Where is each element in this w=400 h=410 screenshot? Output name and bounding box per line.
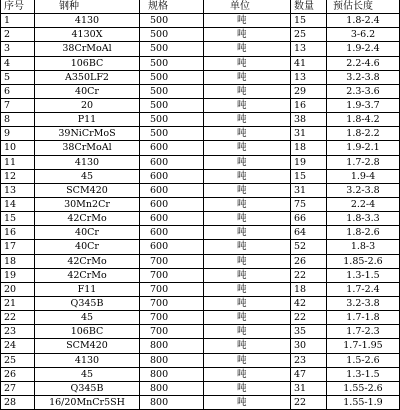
- cell-unit: 吨: [204, 268, 291, 282]
- cell-length: 3-6.2: [327, 28, 400, 42]
- cell-unit: 吨: [204, 367, 291, 381]
- cell-no: 6: [1, 84, 35, 98]
- cell-grade: 40Cr: [35, 240, 140, 254]
- cell-no: 26: [1, 367, 35, 381]
- cell-qty: 18: [291, 282, 327, 296]
- table-row: [1, 381, 400, 395]
- cell-qty: 47: [291, 367, 327, 381]
- table-row: [1, 282, 400, 296]
- cell-length: 1.9-3.7: [327, 98, 400, 112]
- header-row: [1, 0, 400, 14]
- cell-no: 13: [1, 183, 35, 197]
- cell-no: 4: [1, 56, 35, 70]
- cell-grade: 39NiCrMoS: [35, 127, 140, 141]
- cell-no: 23: [1, 325, 35, 339]
- cell-unit: 吨: [204, 395, 291, 409]
- cell-spec: 500: [140, 42, 204, 56]
- cell-unit: 吨: [204, 254, 291, 268]
- cell-grade: 106BC: [35, 56, 140, 70]
- table-row: [1, 183, 400, 197]
- table-row: [1, 197, 400, 211]
- cell-spec: 600: [140, 141, 204, 155]
- cell-grade: 40Cr: [35, 226, 140, 240]
- cell-unit: 吨: [204, 339, 291, 353]
- cell-length: 3.2-3.8: [327, 183, 400, 197]
- cell-spec: 600: [140, 183, 204, 197]
- table-row: [1, 240, 400, 254]
- cell-spec: 500: [140, 84, 204, 98]
- cell-no: 25: [1, 353, 35, 367]
- cell-grade: 45: [35, 367, 140, 381]
- cell-grade: F11: [35, 282, 140, 296]
- cell-unit: 吨: [204, 197, 291, 211]
- cell-length: 1.8-2.4: [327, 14, 400, 28]
- cell-length: 1.7-2.4: [327, 282, 400, 296]
- cell-unit: 吨: [204, 98, 291, 112]
- cell-unit: 吨: [204, 155, 291, 169]
- table-row: [1, 254, 400, 268]
- cell-grade: 30Mn2Cr: [35, 197, 140, 211]
- cell-spec: 500: [140, 127, 204, 141]
- cell-length: 1.3-1.5: [327, 268, 400, 282]
- cell-spec: 800: [140, 367, 204, 381]
- cell-grade: 4130: [35, 353, 140, 367]
- cell-spec: 800: [140, 381, 204, 395]
- cell-length: 1.9-2.4: [327, 42, 400, 56]
- cell-length: 1.5-2.6: [327, 353, 400, 367]
- cell-qty: 22: [291, 395, 327, 409]
- cell-length: 2.2-4: [327, 197, 400, 211]
- cell-spec: 700: [140, 282, 204, 296]
- cell-spec: 600: [140, 240, 204, 254]
- cell-no: 22: [1, 311, 35, 325]
- cell-no: 19: [1, 268, 35, 282]
- cell-qty: 22: [291, 268, 327, 282]
- cell-qty: 25: [291, 28, 327, 42]
- cell-grade: 42CrMo: [35, 268, 140, 282]
- cell-grade: SCM420: [35, 183, 140, 197]
- cell-unit: 吨: [204, 42, 291, 56]
- cell-no: 1: [1, 14, 35, 28]
- cell-qty: 13: [291, 70, 327, 84]
- cell-unit: 吨: [204, 169, 291, 183]
- cell-spec: 800: [140, 353, 204, 367]
- cell-grade: 45: [35, 169, 140, 183]
- cell-spec: 700: [140, 254, 204, 268]
- cell-length: 1.55-2.6: [327, 381, 400, 395]
- cell-spec: 700: [140, 268, 204, 282]
- cell-grade: 42CrMo: [35, 212, 140, 226]
- table-row: [1, 98, 400, 112]
- table-row: [1, 28, 400, 42]
- cell-spec: 500: [140, 14, 204, 28]
- header-spec: 规格: [140, 0, 204, 14]
- table-row: [1, 353, 400, 367]
- header-length: 预估长度: [327, 0, 400, 14]
- cell-spec: 600: [140, 169, 204, 183]
- cell-length: 1.85-2.6: [327, 254, 400, 268]
- cell-qty: 18: [291, 141, 327, 155]
- table-row: [1, 296, 400, 310]
- cell-spec: 600: [140, 212, 204, 226]
- cell-qty: 31: [291, 183, 327, 197]
- table-row: [1, 70, 400, 84]
- cell-no: 15: [1, 212, 35, 226]
- cell-length: 1.7-2.8: [327, 155, 400, 169]
- cell-spec: 800: [140, 339, 204, 353]
- cell-grade: Q345B: [35, 381, 140, 395]
- cell-unit: 吨: [204, 212, 291, 226]
- table-row: [1, 84, 400, 98]
- cell-spec: 600: [140, 155, 204, 169]
- cell-unit: 吨: [204, 282, 291, 296]
- cell-length: 1.9-2.1: [327, 141, 400, 155]
- cell-unit: 吨: [204, 56, 291, 70]
- table-row: [1, 212, 400, 226]
- cell-length: 2.2-4.6: [327, 56, 400, 70]
- cell-unit: 吨: [204, 70, 291, 84]
- cell-qty: 15: [291, 14, 327, 28]
- cell-qty: 30: [291, 339, 327, 353]
- cell-qty: 31: [291, 381, 327, 395]
- cell-spec: 600: [140, 226, 204, 240]
- table-row: [1, 113, 400, 127]
- cell-no: 3: [1, 42, 35, 56]
- cell-unit: 吨: [204, 311, 291, 325]
- cell-spec: 700: [140, 325, 204, 339]
- cell-grade: 106BC: [35, 325, 140, 339]
- cell-no: 10: [1, 141, 35, 155]
- cell-no: 11: [1, 155, 35, 169]
- cell-no: 8: [1, 113, 35, 127]
- cell-length: 1.7-1.95: [327, 339, 400, 353]
- cell-spec: 500: [140, 98, 204, 112]
- cell-no: 12: [1, 169, 35, 183]
- cell-grade: Q345B: [35, 296, 140, 310]
- cell-no: 24: [1, 339, 35, 353]
- cell-length: 1.9-4: [327, 169, 400, 183]
- cell-length: 1.7-1.8: [327, 311, 400, 325]
- table-row: [1, 325, 400, 339]
- cell-unit: 吨: [204, 127, 291, 141]
- table-row: [1, 155, 400, 169]
- cell-no: 21: [1, 296, 35, 310]
- table-row: [1, 42, 400, 56]
- cell-no: 27: [1, 381, 35, 395]
- cell-grade: 4130: [35, 14, 140, 28]
- cell-spec: 700: [140, 311, 204, 325]
- cell-spec: 500: [140, 113, 204, 127]
- cell-length: 1.8-4.2: [327, 113, 400, 127]
- table-row: [1, 169, 400, 183]
- cell-length: 3.2-3.8: [327, 296, 400, 310]
- cell-no: 16: [1, 226, 35, 240]
- cell-qty: 15: [291, 169, 327, 183]
- cell-length: 2.3-3.6: [327, 84, 400, 98]
- header-no: 序号: [1, 0, 35, 14]
- header-qty: 数量: [291, 0, 327, 14]
- cell-spec: 500: [140, 56, 204, 70]
- cell-qty: 16: [291, 98, 327, 112]
- cell-length: 3.2-3.8: [327, 70, 400, 84]
- cell-grade: 20: [35, 98, 140, 112]
- cell-qty: 23: [291, 353, 327, 367]
- cell-no: 9: [1, 127, 35, 141]
- cell-length: 1.8-2.2: [327, 127, 400, 141]
- table-row: [1, 367, 400, 381]
- cell-unit: 吨: [204, 28, 291, 42]
- cell-no: 17: [1, 240, 35, 254]
- cell-unit: 吨: [204, 226, 291, 240]
- cell-spec: 500: [140, 70, 204, 84]
- cell-length: 1.8-3.3: [327, 212, 400, 226]
- cell-grade: P11: [35, 113, 140, 127]
- table-row: [1, 268, 400, 282]
- cell-qty: 29: [291, 84, 327, 98]
- cell-qty: 64: [291, 226, 327, 240]
- cell-unit: 吨: [204, 296, 291, 310]
- cell-spec: 800: [140, 395, 204, 409]
- cell-no: 5: [1, 70, 35, 84]
- cell-grade: 38CrMoAl: [35, 141, 140, 155]
- cell-qty: 52: [291, 240, 327, 254]
- cell-unit: 吨: [204, 325, 291, 339]
- cell-qty: 66: [291, 212, 327, 226]
- cell-qty: 19: [291, 155, 327, 169]
- cell-qty: 13: [291, 42, 327, 56]
- cell-length: 1.3-1.5: [327, 367, 400, 381]
- cell-qty: 22: [291, 311, 327, 325]
- cell-no: 2: [1, 28, 35, 42]
- cell-qty: 35: [291, 325, 327, 339]
- cell-grade: 38CrMoAl: [35, 42, 140, 56]
- cell-qty: 41: [291, 56, 327, 70]
- cell-no: 7: [1, 98, 35, 112]
- cell-qty: 42: [291, 296, 327, 310]
- cell-grade: A350LF2: [35, 70, 140, 84]
- cell-unit: 吨: [204, 141, 291, 155]
- header-grade: 钢种: [35, 0, 140, 14]
- cell-grade: 4130X: [35, 28, 140, 42]
- cell-grade: 45: [35, 311, 140, 325]
- cell-grade: SCM420: [35, 339, 140, 353]
- cell-unit: 吨: [204, 353, 291, 367]
- cell-grade: 40Cr: [35, 84, 140, 98]
- cell-length: 1.8-2.6: [327, 226, 400, 240]
- cell-spec: 600: [140, 197, 204, 211]
- cell-no: 20: [1, 282, 35, 296]
- cell-unit: 吨: [204, 183, 291, 197]
- cell-grade: 16/20MnCr5SH: [35, 395, 140, 409]
- table-row: [1, 141, 400, 155]
- cell-qty: 31: [291, 127, 327, 141]
- table-row: [1, 226, 400, 240]
- cell-unit: 吨: [204, 113, 291, 127]
- cell-length: 1.8-3: [327, 240, 400, 254]
- table-row: [1, 395, 400, 409]
- cell-unit: 吨: [204, 14, 291, 28]
- cell-spec: 500: [140, 28, 204, 42]
- cell-grade: 42CrMo: [35, 254, 140, 268]
- cell-qty: 26: [291, 254, 327, 268]
- cell-unit: 吨: [204, 381, 291, 395]
- cell-spec: 700: [140, 296, 204, 310]
- table-row: [1, 127, 400, 141]
- table-body: [1, 14, 400, 410]
- table-row: [1, 56, 400, 70]
- cell-qty: 38: [291, 113, 327, 127]
- cell-qty: 75: [291, 197, 327, 211]
- cell-grade: 4130: [35, 155, 140, 169]
- table-row: [1, 311, 400, 325]
- cell-no: 18: [1, 254, 35, 268]
- cell-length: 1.55-1.9: [327, 395, 400, 409]
- cell-unit: 吨: [204, 84, 291, 98]
- cell-unit: 吨: [204, 240, 291, 254]
- cell-length: 1.7-2.3: [327, 325, 400, 339]
- table-row: [1, 14, 400, 28]
- table-row: [1, 339, 400, 353]
- cell-no: 14: [1, 197, 35, 211]
- header-unit: 单位: [204, 0, 291, 14]
- cell-no: 28: [1, 395, 35, 409]
